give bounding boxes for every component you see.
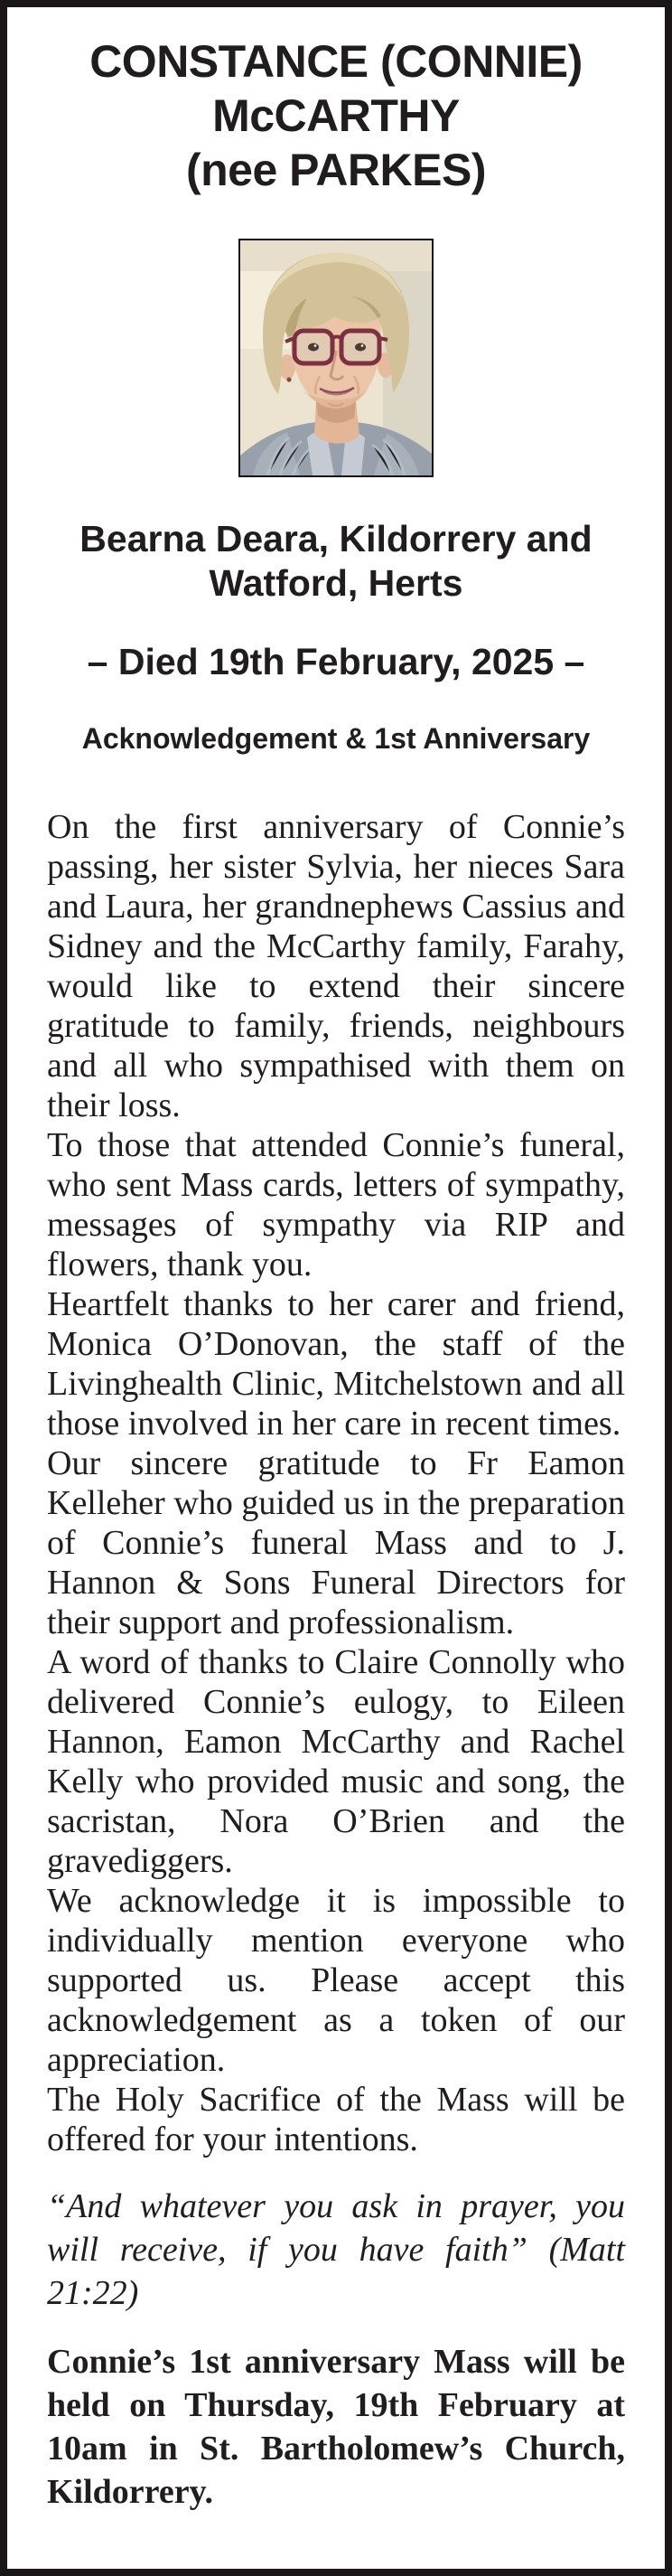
section-heading: Acknowledgement & 1st Anniversary [81,722,591,755]
residence-line-1: Bearna Deara, Kildorrery and [79,518,593,559]
body-paragraph: To those that attended Connie’s funeral, who sent Mass cards, letters of sympathy, messages of sympathy via RIP and flowers, thank you. [47,1126,625,1283]
body-paragraph: We acknowledge it is impossible to individually mention everyone who supported us. Please accept this acknowledgement as a token of our appreciation. [47,1882,625,2079]
notice-content [7,34,665,2514]
residence-line [47,517,625,606]
deceased-name [47,34,625,197]
body-paragraph: A word of thanks to Claire Connolly who delivered Connie’s eulogy, to Eileen Hannon, Eamon McCarthy and Rachel Kelly who provided music and song, the sacristan, Nora O’Brien and the gravediggers. [47,1643,625,1880]
scripture-quote: “And whatever you ask in prayer, you will receive, if you have faith” (Matt 21:22) [47,2187,625,2312]
portrait-photo [238,239,434,477]
body-paragraph: Our sincere gratitude to Fr Eamon Kelleher who guided us in the preparation of Connie’s funeral Mass and to J. Hannon & Sons Funeral Directors for their support and professionalism. [47,1444,625,1641]
body-paragraph: Heartfelt thanks to her carer and friend, Monica O’Donovan, the staff of the Livinghealth Clinic, Mitchelstown and all those involved in her care in recent times. [47,1285,625,1443]
deceased-name-line-1: CONSTANCE (CONNIE) [89,36,583,87]
death-date-line: – Died 19th February, 2025 – [87,641,585,682]
portrait-image [240,240,432,475]
acknowledgement-body [47,807,625,2159]
deceased-name-line-2: McCARTHY [212,90,460,141]
residence-line-2: Watford, Herts [209,562,463,604]
body-paragraph: The Holy Sacrifice of the Mass will be offered for your intentions. [47,2081,625,2158]
body-paragraph: On the first anniversary of Connie’s passing, her sister Sylvia, her nieces Sara and Laura, her grandnephews Cassius and Sidney and the McCarthy family, Farahy, would like to extend their sincere gratitude to family, friends, neighbours and all who sympathised with them on their loss. [47,808,625,1124]
anniversary-announcement: Connie’s 1st anniversary Mass will be held on Thursday, 19th February at 10am in St. Bartholomew’s Church, Kildorrery. [47,2343,625,2511]
deceased-name-line-3: (nee PARKES) [185,145,486,195]
